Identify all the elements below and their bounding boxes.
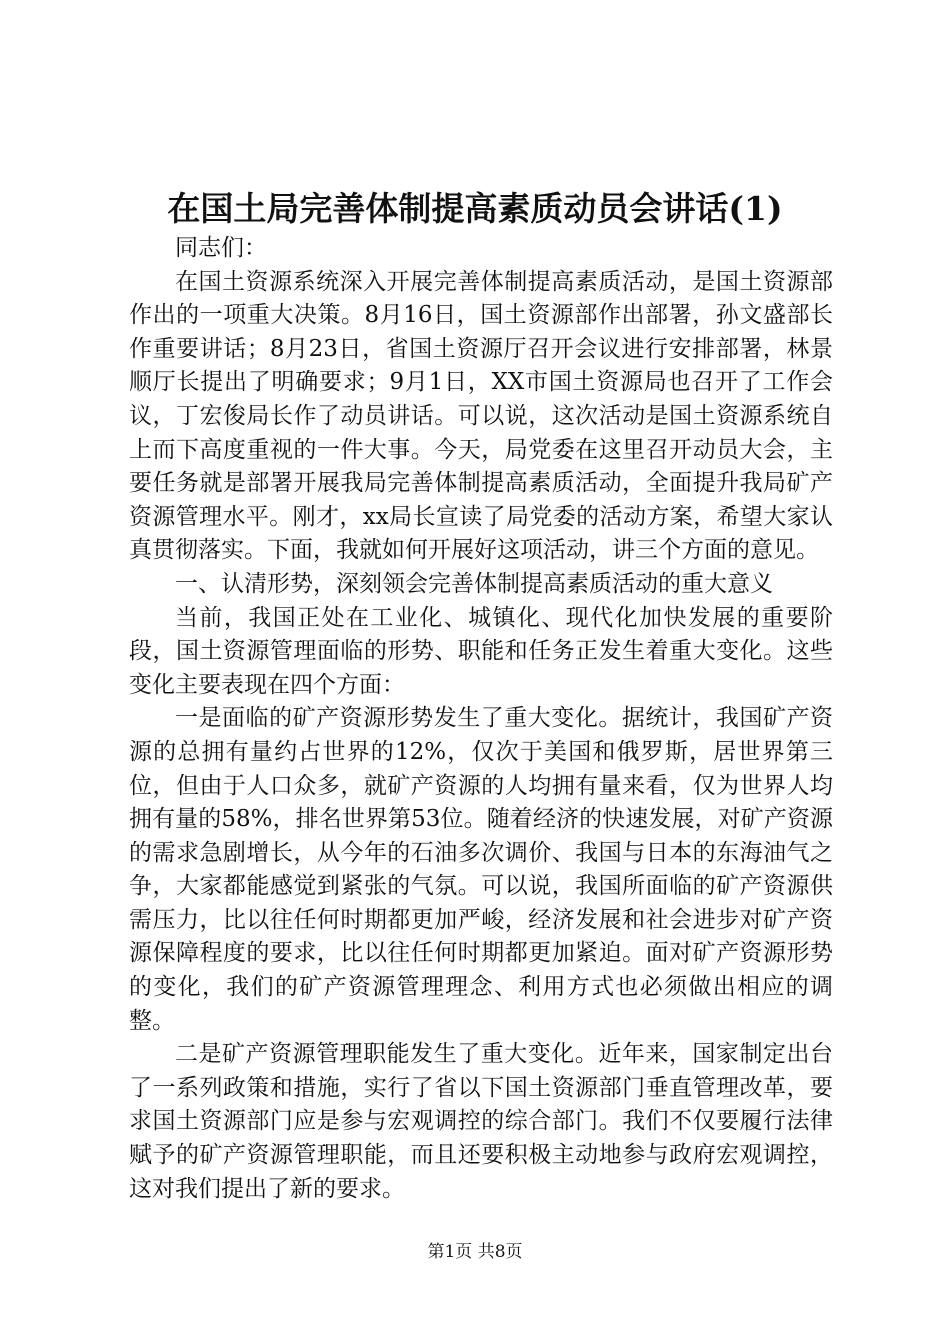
point-one-paragraph: 一是面临的矿产资源形势发生了重大变化。据统计，我国矿产资源的总拥有量约占世界的12%，仅次于美国和俄罗斯，居世界第三位，但由于人口众多，就矿产资源的人均拥有量来看，仅为世界人均拥有量的58%，排名世界第53位。随着经济的快速发展，对矿产资源的需求急剧增长，从今年的石油多次调价、我国与日本的东海油气之争，大家都能感觉到紧张的气氛。可以说，我国所面临的矿产资源供需压力，比以往任何时期都更加严峻，经济发展和社会进步对矿产资源保障程度的要求，比以往任何时期都更加紧迫。面对矿产资源形势的变化，我们的矿产资源管理理念、利用方式也必须做出相应的调整。 bbox=[129, 705, 833, 1034]
salutation-paragraph: 同志们： bbox=[175, 235, 267, 261]
document-title: 在国土局完善体制提高素质动员会讲话(1) bbox=[167, 189, 783, 228]
document-body bbox=[129, 232, 833, 1206]
intro-paragraph: 在国土资源系统深入开展完善体制提高素质活动，是国土资源部作出的一项重大决策。8月16日，国土资源部作出部署，孙文盛部长作重要讲话；8月23日，省国土资源厅召开会议进行安排部署，林景顺厅长提出了明确要求；9月1日，XX市国土资源局也召开了工作会议，丁宏俊局长作了动员讲话。可以说，这次活动是国土资源系统自上而下高度重视的一件大事。今天，局党委在这里召开动员大会，主要任务就是部署开展我局完善体制提高素质活动，全面提升我局矿产资源管理水平。刚才，xx局长宣读了局党委的活动方案，希望大家认真贯彻落实。下面，我就如何开展好这项活动，讲三个方面的意见。 bbox=[129, 268, 833, 564]
context-paragraph: 当前，我国正处在工业化、城镇化、现代化加快发展的重要阶段，国土资源管理面临的形势、职能和任务正发生着重大变化。这些变化主要表现在四个方面： bbox=[129, 604, 833, 698]
point-two-paragraph: 二是矿产资源管理职能发生了重大变化。近年来，国家制定出台了一系列政策和措施，实行了省以下国土资源部门垂直管理改革，要求国土资源部门应是参与宏观调控的综合部门。我们不仅要履行法律赋予的矿产资源管理职能，而且还要积极主动地参与政府宏观调控，这对我们提出了新的要求。 bbox=[129, 1041, 833, 1202]
page-number-footer: 第1页 共8页 bbox=[427, 1242, 523, 1262]
section-heading: 一、认清形势，深刻领会完善体制提高素质活动的重大意义 bbox=[175, 570, 773, 597]
